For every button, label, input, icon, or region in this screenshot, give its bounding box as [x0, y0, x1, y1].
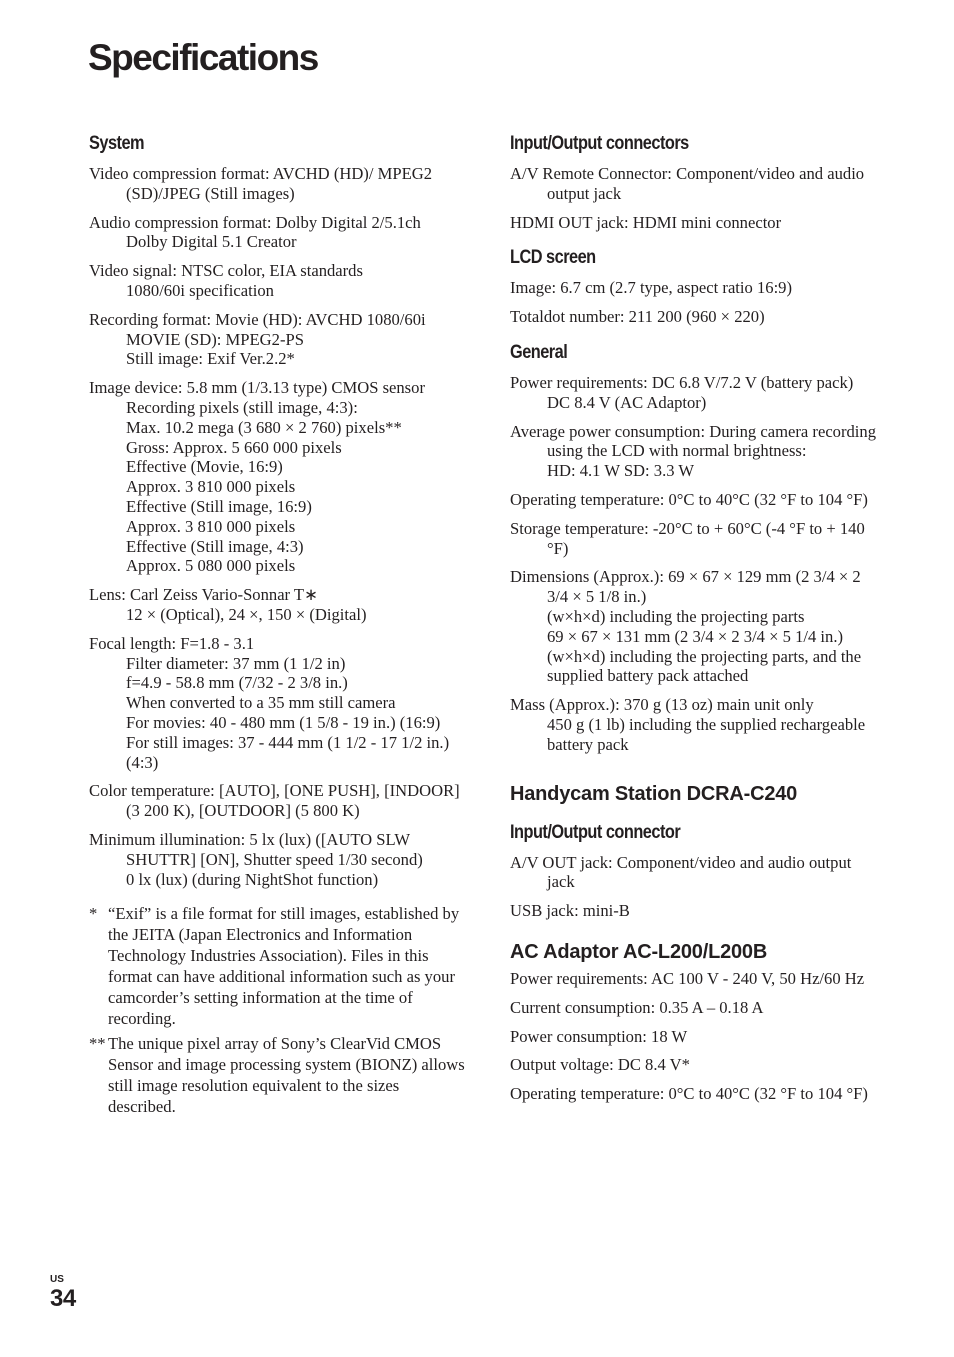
spec-item	[89, 378, 467, 576]
spec-item	[89, 781, 467, 821]
section-heading-lcd-screen: LCD screen	[510, 247, 596, 269]
spec-subline: (w×h×d) including the projecting parts	[547, 606, 805, 626]
spec-list-station	[510, 853, 882, 921]
section-lcd-screen	[510, 246, 882, 327]
spec-item	[510, 213, 882, 233]
spec-item	[510, 278, 882, 298]
spec-subline: Gross: Approx. 5 660 000 pixels	[126, 437, 342, 457]
spec-subline: Effective (Movie, 16:9)	[126, 457, 283, 477]
spec-subline: Approx. 5 080 000 pixels	[126, 556, 296, 576]
footnote	[89, 903, 467, 1029]
spec-subline: 1080/60i specification	[126, 280, 274, 300]
spec-list-system	[89, 164, 467, 889]
spec-item	[89, 164, 467, 204]
spec-text: Output voltage: DC 8.4 V*	[510, 1055, 690, 1075]
page-number-block	[50, 1274, 76, 1312]
spec-list-io-connectors	[510, 164, 882, 232]
spec-text: USB jack: mini-B	[510, 901, 630, 921]
spec-text: Focal length: F=1.8 - 3.1	[89, 633, 255, 653]
spec-subline: Effective (Still image, 4:3)	[126, 536, 304, 556]
spec-item	[510, 969, 882, 989]
spec-item	[89, 585, 467, 625]
spec-item	[89, 830, 467, 889]
spec-subline: HD: 4.1 W SD: 3.3 W	[547, 461, 695, 481]
spec-text: Power requirements: DC 6.8 V/7.2 V (battery pack)	[510, 372, 854, 392]
spec-subline: Recording pixels (still image, 4:3):	[126, 397, 358, 417]
spec-item	[510, 164, 882, 204]
spec-subline: 450 g (1 lb) including the supplied rechargeable battery pack	[547, 714, 866, 754]
section-general	[510, 341, 882, 755]
footnote-mark: *	[89, 904, 98, 924]
spec-text: Totaldot number: 211 200 (960 × 220)	[510, 307, 765, 327]
spec-subline: f=4.9 - 58.8 mm (7/32 - 2 3/8 in.)	[126, 673, 348, 693]
footnote-mark: **	[89, 1034, 106, 1054]
spec-list-lcd-screen	[510, 278, 882, 327]
page-title: Specifications	[88, 37, 318, 78]
spec-subline: For still images: 37 - 444 mm (1 1/2 - 17 1/2 in.) (4:3)	[126, 732, 450, 772]
spec-text: Mass (Approx.): 370 g (13 oz) main unit only	[510, 695, 814, 715]
spec-item	[89, 261, 467, 301]
spec-text: Power consumption: 18 W	[510, 1026, 688, 1046]
spec-text: Video compression format: AVCHD (HD)/ MPEG2 (SD)/JPEG (Still images)	[89, 164, 432, 203]
footnote	[89, 1033, 467, 1117]
spec-list-ac-adaptor	[510, 969, 882, 1104]
section-system	[89, 132, 467, 889]
spec-text: Operating temperature: 0°C to 40°C (32 °F to 104 °F)	[510, 1084, 868, 1104]
spec-text: A/V OUT jack: Component/video and audio output jack	[510, 852, 852, 892]
spec-text: Current consumption: 0.35 A – 0.18 A	[510, 997, 764, 1017]
spec-subline: 69 × 67 × 131 mm (2 3/4 × 2 3/4 × 5 1/4 in.) (w×h×d) including the projecting parts, and the supplied battery pack attached	[547, 626, 862, 686]
right-column	[510, 132, 882, 1118]
spec-text: A/V Remote Connector: Component/video and audio output jack	[510, 164, 865, 203]
section-handycam-station	[510, 781, 882, 921]
spec-subline: Effective (Still image, 16:9)	[126, 496, 312, 516]
spec-subline: MOVIE (SD): MPEG2-PS	[126, 329, 304, 349]
section-heading-system: System	[89, 133, 145, 154]
section-ac-adaptor	[510, 939, 882, 1104]
spacer	[510, 811, 882, 821]
spec-text: Image device: 5.8 mm (1/3.13 type) CMOS sensor	[89, 378, 425, 398]
section-heading-general: General	[510, 341, 568, 363]
spec-item	[510, 422, 882, 481]
spec-subline: For movies: 40 - 480 mm (1 5/8 - 19 in.) (16:9)	[126, 712, 441, 732]
section-heading-io-connectors: Input/Output connectors	[510, 133, 689, 154]
footnote-text: The unique pixel array of Sony’s ClearVid CMOS Sensor and image processing system (BIONZ) allows still image resolution equivalent to the sizes described.	[108, 1034, 465, 1117]
spec-subline: 0 lx (lux) (during NightShot function)	[126, 869, 379, 889]
spec-item	[510, 567, 882, 686]
page-number: 34	[50, 1285, 76, 1312]
footnotes	[89, 903, 467, 1117]
spec-item	[510, 901, 882, 921]
spec-item	[510, 998, 882, 1018]
spec-item	[510, 519, 882, 559]
spec-subline: Filter diameter: 37 mm (1 1/2 in)	[126, 653, 346, 673]
spec-item	[89, 310, 467, 369]
spec-subline: Approx. 3 810 000 pixels	[126, 516, 296, 536]
spec-subline: Still image: Exif Ver.2.2*	[126, 349, 295, 369]
spec-item	[510, 373, 882, 413]
footnote-text: “Exif” is a file format for still images, established by the JEITA (Japan Electronics and Information Technology Industries Association). Files in this format can have additional information such as your camcorder’s setting information at the time of recording.	[108, 904, 460, 1029]
spec-text: Power requirements: AC 100 V - 240 V, 50 Hz/60 Hz	[510, 968, 865, 988]
spec-item	[89, 213, 467, 253]
spec-subline: 12 × (Optical), 24 ×, 150 × (Digital)	[126, 604, 367, 624]
spacer	[510, 769, 882, 781]
spec-item	[89, 634, 467, 773]
spec-text: Lens: Carl Zeiss Vario-Sonnar T∗	[89, 585, 318, 605]
spec-item	[510, 490, 882, 510]
spec-item	[510, 307, 882, 327]
spec-item	[510, 853, 882, 893]
spec-subline: DC 8.4 V (AC Adaptor)	[547, 392, 707, 412]
spec-text: Storage temperature: -20°C to + 60°C (-4 °F to + 140 °F)	[510, 518, 865, 558]
spec-text: Color temperature: [AUTO], [ONE PUSH], [INDOOR] (3 200 K), [OUTDOOR] (5 800 K)	[89, 781, 460, 821]
region-label: US	[50, 1274, 64, 1285]
spec-text: Video signal: NTSC color, EIA standards	[89, 261, 363, 281]
left-column	[89, 132, 467, 1121]
spec-text: Audio compression format: Dolby Digital 2/5.1ch	[89, 212, 421, 232]
spec-list-general	[510, 373, 882, 755]
spec-text: Minimum illumination: 5 lx (lux) ([AUTO SLW SHUTTR] [ON], Shutter speed 1/30 second)	[89, 829, 423, 869]
spec-text: Image: 6.7 cm (2.7 type, aspect ratio 16:9)	[510, 278, 793, 298]
spec-item	[510, 1027, 882, 1047]
sub-heading-io-connector: Input/Output connector	[510, 821, 681, 843]
spec-item	[510, 1084, 882, 1104]
section-io-connectors	[510, 132, 882, 232]
spec-subline: Max. 10.2 mega (3 680 × 2 760) pixels**	[126, 417, 402, 437]
section-heading-handycam-station: Handycam Station DCRA-C240	[510, 782, 798, 805]
spec-text: Operating temperature: 0°C to 40°C (32 °F to 104 °F)	[510, 489, 868, 509]
spec-item	[510, 695, 882, 754]
spec-subline: When converted to a 35 mm still camera	[126, 693, 396, 713]
section-heading-ac-adaptor: AC Adaptor AC-L200/L200B	[510, 940, 768, 963]
spec-item	[510, 1055, 882, 1075]
spec-text: HDMI OUT jack: HDMI mini connector	[510, 212, 782, 232]
spec-subline: Dolby Digital 5.1 Creator	[126, 232, 297, 252]
spec-text: Recording format: Movie (HD): AVCHD 1080/60i	[89, 309, 426, 329]
spec-text: Average power consumption: During camera recording using the LCD with normal brightness:	[510, 421, 877, 461]
spec-text: Dimensions (Approx.): 69 × 67 × 129 mm (2 3/4 × 2 3/4 × 5 1/8 in.)	[510, 567, 861, 607]
spec-subline: Approx. 3 810 000 pixels	[126, 477, 296, 497]
